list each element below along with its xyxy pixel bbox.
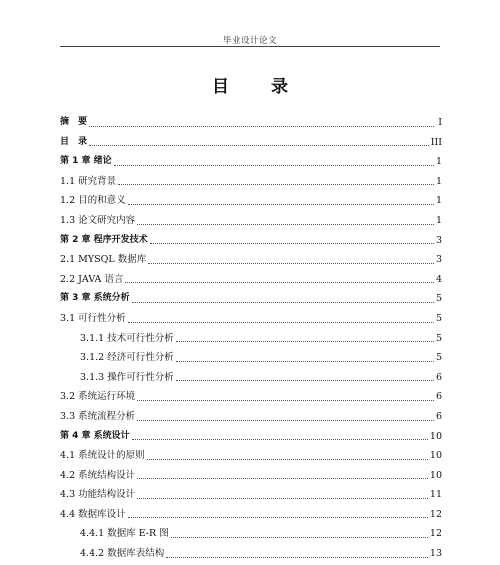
toc-entry-label: 4.2 系统结构设计 [60,469,136,481]
toc-entry[interactable] [60,505,442,525]
dot-leader [89,126,434,127]
toc-entry[interactable] [60,368,442,388]
page-title: 目 录 [212,77,306,97]
toc-entry[interactable] [60,427,442,447]
toc-entry[interactable] [60,211,442,231]
toc-entry-label: 4.1 系统设计的原则 [60,450,145,462]
dot-leader [89,145,429,146]
toc-entry-page-number: 12 [429,528,442,540]
toc-entry-page-number: 4 [435,273,442,285]
dot-leader [171,537,428,538]
toc-entry-label: 3.2 系统运行环境 [60,391,136,403]
header-rule [60,46,440,47]
toc-entry-label: 第 3 章 系统分析 [60,293,130,304]
toc-entry[interactable] [60,407,442,427]
toc-entry-label: 1.3 论文研究内容 [60,214,136,226]
toc-entry-label: 4.4 数据库设计 [60,508,126,520]
toc-entry-page-number: III [430,136,442,148]
dot-leader [137,224,434,225]
toc-entry-label: 1.2 目的和意义 [60,195,126,207]
toc-entry[interactable] [60,250,442,270]
toc-entry[interactable] [60,152,442,172]
dot-leader [128,517,428,518]
toc-entry[interactable] [60,485,442,505]
dot-leader [137,400,434,401]
toc-entry-page-number: 10 [429,469,442,481]
dot-leader [114,165,434,166]
toc-entry[interactable] [60,289,442,309]
dot-leader [137,478,428,479]
toc-entry-label: 2.1 MYSQL 数据库 [60,254,147,266]
toc-entry[interactable] [60,387,442,407]
toc-entry[interactable] [60,113,442,133]
toc-entry-page-number: 6 [435,410,442,422]
toc-entry[interactable] [60,544,442,564]
toc-entry-label: 第 2 章 程序开发技术 [60,234,148,245]
toc-entry[interactable] [60,270,442,290]
dot-leader [176,341,434,342]
toc-entry-label: 摘 要 [60,117,88,127]
dot-leader [125,282,434,283]
dot-leader [128,204,434,205]
toc-entry-label: 第 4 章 系统设计 [60,430,130,441]
dot-leader [150,243,434,244]
toc-entry[interactable] [60,133,442,153]
toc-entry-page-number: 1 [435,175,442,187]
toc-entry-label: 3.1.1 技术可行性分析 [80,332,174,344]
dot-leader [166,557,428,558]
toc-entry[interactable] [60,309,442,329]
toc-entry[interactable] [60,446,442,466]
toc-entry-label: 第 1 章 绪论 [60,156,112,167]
toc-entry-label: 4.4.2 数据库表结构 [80,548,165,560]
toc-entry-page-number: 3 [435,234,442,246]
toc-entry-page-number: 1 [435,214,442,226]
dot-leader [147,459,428,460]
toc-entry-page-number: 10 [429,430,442,442]
dot-leader [128,322,434,323]
toc-entry-page-number: 12 [429,508,442,520]
toc-entry[interactable] [60,172,442,192]
toc-entry-page-number: 6 [435,391,442,403]
toc-entry-label: 3.3 系统流程分析 [60,410,136,422]
toc-entry-label: 3.1 可行性分析 [60,312,126,324]
dot-leader [137,420,434,421]
toc-entry-page-number: 3 [435,254,442,266]
dot-leader [148,263,434,264]
toc-entry-page-number: 5 [435,352,442,364]
toc-entry-page-number: 11 [429,489,442,501]
toc-entry-page-number: 1 [435,195,442,207]
toc-entry-label: 1.1 研究背景 [60,175,117,187]
toc-entry[interactable] [60,231,442,251]
toc-entry-page-number: 10 [429,450,442,462]
toc-entry[interactable] [60,329,442,349]
toc-entry-page-number: 6 [435,371,442,383]
toc-entry-label: 3.1.3 操作可行性分析 [80,371,174,383]
toc-entry-page-number: 1 [435,156,442,168]
toc-entry-label: 3.1.2 经济可行性分析 [80,352,174,364]
toc-entry-page-number: 5 [435,312,442,324]
toc-entry-label: 4.4.1 数据库 E-R 图 [80,528,169,540]
toc-entry[interactable] [60,191,442,211]
toc-entry-page-number: 5 [435,332,442,344]
toc-entry-page-number: I [438,117,442,128]
toc-entry-label: 2.2 JAVA 语言 [60,273,124,285]
toc-entry-label: 4.3 功能结构设计 [60,489,136,501]
toc-entry-page-number: 5 [435,293,442,305]
dot-leader [137,498,428,499]
table-of-contents [60,113,442,564]
toc-entry[interactable] [60,466,442,486]
running-header: 毕业设计论文 [222,36,277,46]
dot-leader [118,184,434,185]
toc-entry[interactable] [60,524,442,544]
dot-leader [132,439,428,440]
toc-entry[interactable] [60,348,442,368]
toc-entry-label: 目 录 [60,136,88,147]
dot-leader [132,302,434,303]
dot-leader [176,361,434,362]
toc-entry-page-number: 13 [429,548,442,560]
dot-leader [176,380,434,381]
